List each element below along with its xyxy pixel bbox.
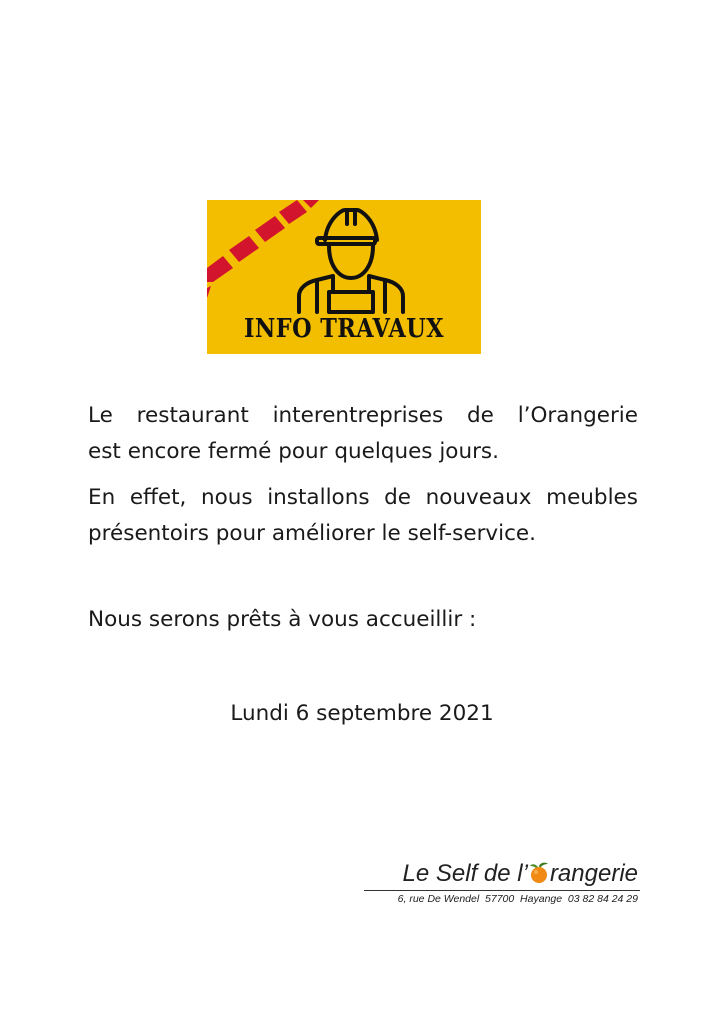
brand-name — [403, 860, 638, 888]
banner-title: INFO TRAVAUX — [244, 314, 444, 344]
hazard-stripes — [207, 200, 319, 298]
notice-line: présentoirs pour améliorer le self-service. — [88, 521, 536, 546]
brand-underline — [364, 890, 640, 891]
notice-paragraph-closure — [88, 398, 638, 470]
notice-line: Nous serons prêts à vous accueillir : — [88, 607, 477, 632]
notice-paragraph-reason — [88, 480, 638, 552]
notice-line: Le restaurant interentreprises de l’Orangerie — [88, 403, 638, 428]
brand-address: 6, rue De Wendel 57700 Hayange 03 82 84 24 29 — [397, 893, 638, 905]
brand-name-start: Le Self de l’ — [402, 860, 528, 887]
brand-name-end: rangerie — [549, 860, 638, 887]
reopening-date — [0, 696, 724, 732]
reopening-date-text: Lundi 6 septembre 2021 — [230, 701, 494, 726]
info-travaux-banner — [207, 200, 481, 354]
notice-line: est encore fermé pour quelques jours. — [88, 439, 499, 464]
notice-paragraph-reopening — [88, 602, 638, 638]
notice-line: En effet, nous installons de nouveaux meubles — [88, 485, 638, 510]
orange-fruit-icon — [528, 864, 550, 884]
